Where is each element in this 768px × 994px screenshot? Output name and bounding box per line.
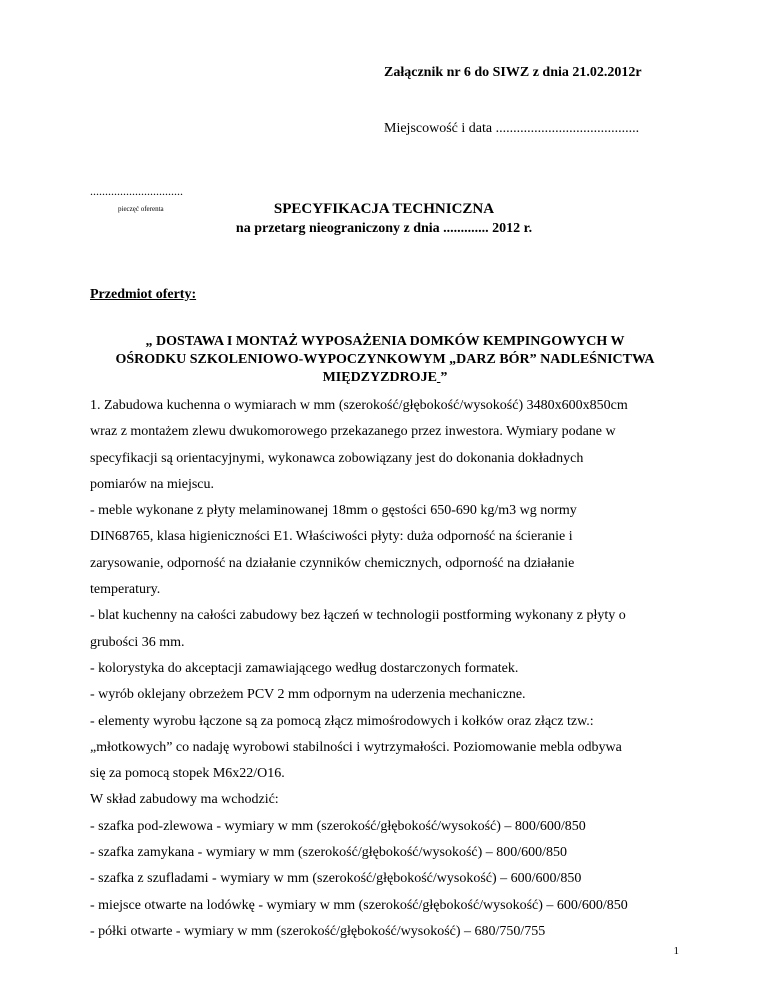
subject-title-line: OŚRODKU SZKOLENIOWO-WYPOCZYNKOWYM „DARZ BÓR” NADLEŚNICTWA (115, 352, 655, 367)
body-line: - szafka pod-zlewowa - wymiary w mm (szerokość/głębokość/wysokość) – 800/600/850 (90, 818, 586, 834)
subject-title-line (80, 369, 690, 387)
subject-heading: Przedmiot oferty: (90, 287, 197, 302)
subject-title (80, 333, 690, 387)
document-title: SPECYFIKACJA TECHNICZNA (273, 201, 495, 217)
document-subtitle: na przetarg nieograniczony z dnia ............. 2012 r. (235, 221, 533, 236)
subject-title-line: „ DOSTAWA I MONTAŻ WYPOSAŻENIA DOMKÓW KEMPINGOWYCH W (145, 334, 625, 349)
body-line: specyfikacji są orientacyjnymi, wykonawca zobowiązany jest do dokonania dokładnych (90, 450, 584, 466)
specification-body (90, 393, 628, 945)
body-line: temperatury. (90, 582, 161, 598)
body-line: zarysowanie, odporność na działanie czynników chemicznych, odporność na działanie (90, 555, 575, 571)
subject-title-text: MIĘDZYZDROJE (322, 370, 437, 385)
body-line: 1. Zabudowa kuchenna o wymiarach w mm (szerokość/głębokość/wysokość) 3480x600x850cm (90, 398, 628, 413)
body-line: DIN68765, klasa higieniczności E1. Właściwości płyty: duża odporność na ścieranie i (90, 529, 573, 545)
subject-title-quote: ” (440, 370, 448, 385)
body-line: W skład zabudowy ma wchodzić: (90, 792, 279, 808)
body-line: się za pomocą stopek M6x22/O16. (90, 766, 285, 782)
body-line: - szafka z szufladami - wymiary w mm (szerokość/głębokość/wysokość) – 600/600/850 (90, 871, 582, 887)
body-line: - wyrób oklejany obrzeżem PCV 2 mm odpornym na uderzenia mechaniczne. (90, 687, 526, 703)
body-line: - szafka zamykana - wymiary w mm (szerokość/głębokość/wysokość) – 800/600/850 (90, 845, 568, 861)
attachment-note: Załącznik nr 6 do SIWZ z dnia 21.02.2012r (384, 65, 642, 80)
stamp-placeholder-dots: ............................... (90, 184, 183, 198)
place-and-date-field: Miejscowość i data ......................................... (384, 121, 640, 136)
body-line: pomiarów na miejscu. (90, 476, 215, 492)
stamp-label: pieczęć oferenta (118, 205, 164, 213)
body-line: „młotkowych” co nadaję wyrobowi stabilności i wytrzymałości. Poziomowanie mebla odbywa (90, 739, 622, 755)
body-line: grubości 36 mm. (90, 634, 185, 650)
body-line: - blat kuchenny na całości zabudowy bez łączeń w technologii postforming wykonany z płyty o (90, 608, 626, 624)
body-line: - kolorystyka do akceptacji zamawiającego według dostarczonych formatek. (90, 660, 519, 676)
page-number: 1 (673, 945, 679, 957)
body-line: - miejsce otwarte na lodówkę - wymiary w mm (szerokość/głębokość/wysokość) – 600/600/850 (90, 897, 628, 913)
body-line: - elementy wyrobu łączone są za pomocą złącz mimośrodowych i kołków oraz złącz tzw.: (90, 713, 594, 729)
body-line: - półki otwarte - wymiary w mm (szerokość/głębokość/wysokość) – 680/750/755 (90, 923, 546, 939)
body-line: - meble wykonane z płyty melaminowanej 18mm o gęstości 650-690 kg/m3 wg normy (90, 503, 577, 519)
body-line: wraz z montażem zlewu dwukomorowego przekazanego przez inwestora. Wymiary podane w (90, 424, 616, 440)
